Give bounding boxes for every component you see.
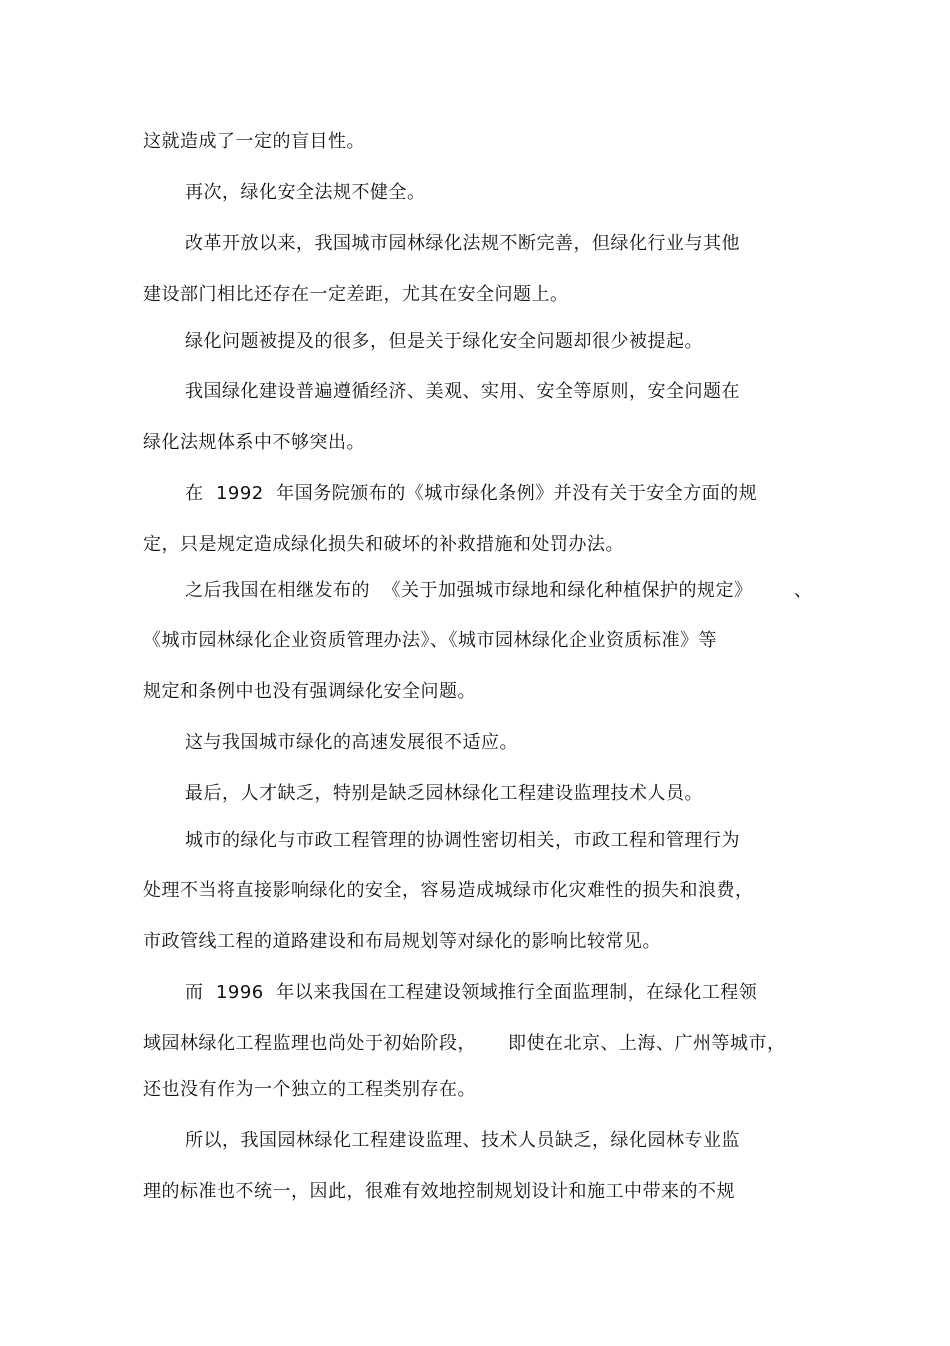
text-line: 而 1996 年以来我国在工程建设领域推行全面监理制，在绿化工程领 xyxy=(185,982,758,1003)
text-line: 规定和条例中也没有强调绿化安全问题。 xyxy=(143,681,476,702)
text-line: 《城市园林绿化企业资质管理办法》、《城市园林绿化企业资质标准》等 xyxy=(143,630,717,651)
text-line: 域园林绿化工程监理也尚处于初始阶段， xyxy=(143,1033,476,1054)
text-line: 最后，人才缺乏，特别是缺乏园林绿化工程建设监理技术人员。 xyxy=(185,783,703,804)
text-line: 建设部门相比还存在一定差距，尤其在安全问题上。 xyxy=(143,284,569,305)
text-line: 城市的绿化与市政工程管理的协调性密切相关，市政工程和管理行为 xyxy=(185,830,740,851)
text-line: 绿化法规体系中不够突出。 xyxy=(143,432,365,453)
text-line: 这就造成了一定的盲目性。 xyxy=(143,131,365,152)
text-line: 即使在北京、上海、广州等城市， xyxy=(508,1033,786,1054)
text-line: 所以，我国园林绿化工程建设监理、技术人员缺乏，绿化园林专业监 xyxy=(185,1130,740,1151)
text-line: 理的标准也不统一，因此，很难有效地控制规划设计和施工中带来的不规 xyxy=(143,1181,735,1202)
text-line: 市政管线工程的道路建设和布局规划等对绿化的影响比较常见。 xyxy=(143,931,661,952)
text-line: 改革开放以来，我国城市园林绿化法规不断完善，但绿化行业与其他 xyxy=(185,233,740,254)
text-line: 、 xyxy=(794,580,813,601)
text-line: 绿化问题被提及的很多，但是关于绿化安全问题却很少被提起。 xyxy=(185,331,703,352)
text-line: 之后我国在相继发布的 《关于加强城市绿地和绿化种植保护的规定》 xyxy=(185,580,753,601)
text-line: 处理不当将直接影响绿化的安全，容易造成城绿市化灾难性的损失和浪费， xyxy=(143,880,754,901)
text-line: 我国绿化建设普遍遵循经济、美观、实用、安全等原则，安全问题在 xyxy=(185,381,740,402)
text-line: 定，只是规定造成绿化损失和破坏的补救措施和处罚办法。 xyxy=(143,534,624,555)
text-line: 还也没有作为一个独立的工程类别存在。 xyxy=(143,1079,476,1100)
text-line: 这与我国城市绿化的高速发展很不适应。 xyxy=(185,732,518,753)
text-line: 在 1992 年国务院颁布的《城市绿化条例》并没有关于安全方面的规 xyxy=(185,483,758,504)
text-line: 再次，绿化安全法规不健全。 xyxy=(185,182,426,203)
